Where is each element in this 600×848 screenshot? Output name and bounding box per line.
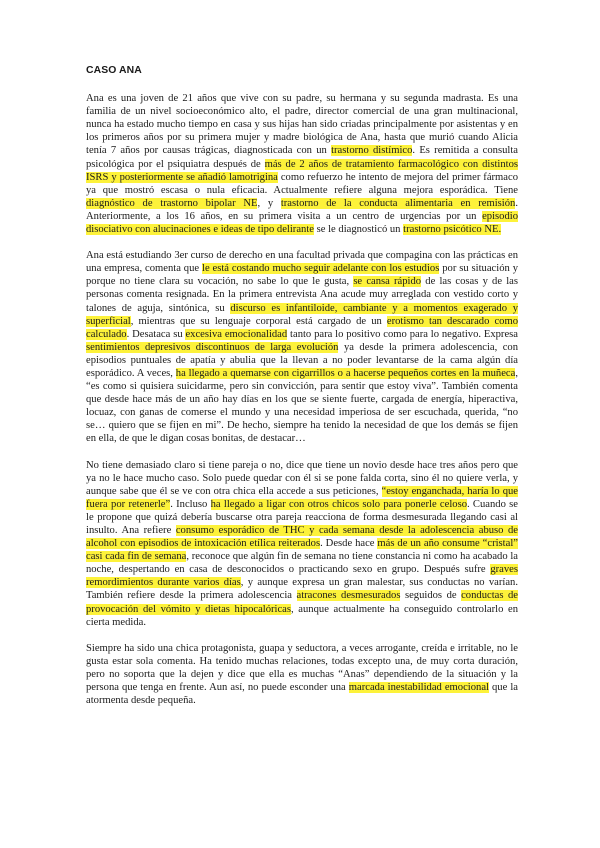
text-run: ya desde la primera adolescencia, con episodios puntuales de apatía y abulia que la llevan a no poder levantarse de la cama algún día esporádico. A veces, <box>86 341 519 379</box>
text-run: . Incluso <box>170 498 211 510</box>
text-run: . Anteriormente, a los 16 años, en su primera visita a un centro de urgencias por un <box>86 197 518 222</box>
highlighted-text: marcada inestabilidad emocional <box>348 682 489 694</box>
highlighted-text: casi cada fin de semana <box>86 551 187 563</box>
text-run: . Desde hace <box>320 538 378 550</box>
highlighted-text: más de 2 años de tratamiento farmacológico con distintos ISRS y posteriormente se añadió lamotrigina <box>86 158 519 183</box>
text-run: , y aunque expresa un gran malestar, sus conductas no varían. También refiere desde la primera adolescencia <box>86 577 518 602</box>
text-run: , y <box>257 197 281 209</box>
highlighted-text: episodio disociativo con alucinaciones e ideas de tipo delirante <box>86 210 518 236</box>
text-run: , reconoce que algún fin de semana no tiene constancia ni como ha acabado la noche, despertando en casa de desconocidos o practicando sexo en grupo. Después sufre <box>86 551 519 576</box>
document-title: CASO ANA <box>86 65 142 76</box>
highlighted-text: erotismo tan descarado como calculado <box>86 315 518 340</box>
document-body <box>86 64 518 720</box>
text-run: Ana está estudiando 3er curso de derecho en una facultad privada que compagina con las prácticas en una empresa, comenta que <box>86 250 518 275</box>
text-run: se le diagnosticó un <box>313 224 404 236</box>
text-run: . Cuando se le propone que quizá debería buscarse otra pareja reacciona de forma desmesurada llegando casi al insulto. Ana refiere <box>86 498 518 536</box>
text-run: No tiene demasiado claro si tiene pareja o no, dice que tiene un novio desde hace tres años pero que ya no le hace mucho caso. Solo puede quedar con él si se pone falda corta, sino él no quiere verla, y aunque sabe que él se ve con otra chica ella accede a sus peticiones, <box>86 459 518 497</box>
text-run: seguidos de <box>400 590 462 602</box>
paragraph-1 <box>86 92 518 236</box>
text-run: por su situación y porque no tiene clara su vocación, no sabe lo que le gusta, <box>86 263 518 288</box>
text-run: . Desataca su <box>126 328 186 340</box>
highlighted-text: ha llegado a quemarse con cigarrillos o a hacerse pequeños cortes en la muñeca <box>175 367 516 379</box>
highlighted-text: le está costando mucho seguir adelante con los estudios <box>202 263 440 275</box>
text-run: como refuerzo he intento de mejora del primer fármaco ya que mostró escasa o nula eficacia. Actualmente refiere alguna mejora esporádica. Tiene <box>86 171 518 196</box>
highlighted-text: graves remordimientos durante varios días <box>86 564 518 589</box>
highlighted-text: consumo esporádico de THC y cada semana desde la adolescencia abuso de alcohol con episodios de intoxicación etílica reiterados <box>86 525 518 550</box>
text-run: , “es como si quisiera suicidarme, pero sin convicción, para sentir que estoy viva”. También comenta que desde hace más de un año hay días en los que se siente fuerte, cargada de energía, hiperactiva, locuaz, con ganas de comerse el mundo y una necesidad imperiosa de ser escuchada, querida, “no se… quiero que se fijen en mi”. De hecho, siempre ha tenido la necesidad de que los demás se fijen en ella, de que le digan cosas bonitas, de destacar… <box>86 367 518 445</box>
text-run: que la atormenta desde pequeña. <box>86 682 518 707</box>
text-run: , aunque actualmente ha conseguido controlarlo en cierta medida. <box>86 603 519 628</box>
highlighted-text: diagnóstico de trastorno bipolar NE <box>86 197 258 209</box>
highlighted-text: se cansa rápido <box>353 276 422 288</box>
paragraph-3 <box>86 459 518 629</box>
text-run: Siempre ha sido una chica protagonista, guapa y seductora, a veces arrogante, creída e irritable, no le gusta estar sola comenta. Ha tenido muchas relaciones, todas excepto una, de muy corta duración, pero no soporta que la dejen y dice que ella es muchas “Anas” dependiendo de la situación y la persona que tenga en frente. Aun así, no puede esconder una <box>86 642 518 694</box>
text-run: tanto para lo positivo como para lo negativo. Expresa <box>287 328 518 340</box>
highlighted-text: atracones desmesurados <box>296 590 401 602</box>
text-run: , mientras que su lenguaje corporal está cargado de un <box>130 315 387 327</box>
highlighted-text: más de un año consume “cristal” <box>377 538 518 550</box>
text-run: . Es remitida a consulta psicológica por el psiquiatra después de <box>86 145 518 170</box>
text-run: de las cosas y de las personas comenta resignada. En la primera entrevista Ana acude muy arreglada con vestido corto y talones de aguja, sintónica, su <box>86 276 518 314</box>
highlighted-text: trastorno distímico <box>331 145 413 157</box>
highlighted-text: “estoy enganchada, haría lo que fuera por retenerle” <box>86 485 518 510</box>
highlighted-text: trastorno de la conducta alimentaria en remisión <box>280 197 516 209</box>
highlighted-text: discurso es infantiloide, cambiante y a momentos exagerado y superficial <box>86 302 519 327</box>
text-run: Ana es una joven de 21 años que vive con su padre, su hermana y su segunda madrasta. Es una familia de un nivel socioeconómico alto, el padre, director comercial de una gran multinacional, nunca ha estado mucho tiempo en casa y sus hijas han sido criadas principalmente por asistentas y en los primeros años por su primera mujer y madre biológica de Ana, hasta que murió cuando Alicia tenía 7 años por causas trágicas, diagnosticada con un <box>86 93 518 157</box>
paragraph-2 <box>86 249 518 445</box>
highlighted-text: conductas de provocación del vómito y dietas hipocalóricas <box>86 590 518 615</box>
paragraph-4 <box>86 642 518 707</box>
highlighted-text: trastorno psicótico NE. <box>403 224 502 236</box>
highlighted-text: sentimientos depresivos discontinuos de larga evolución <box>86 341 339 353</box>
highlighted-text: excesiva emocionalidad <box>185 328 288 340</box>
highlighted-text: ha llegado a ligar con otros chicos solo para ponerle celoso <box>210 498 467 510</box>
